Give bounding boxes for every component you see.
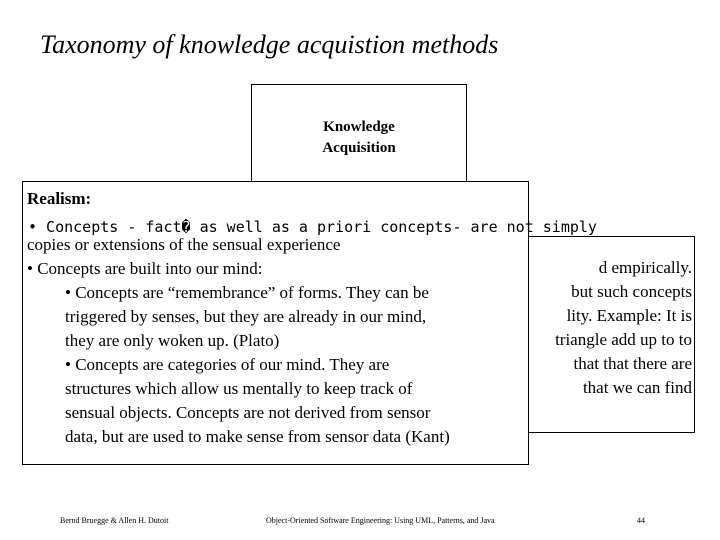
realism-heading: Realism:: [27, 189, 92, 208]
realism-indented-line: data, but are used to make sense from sensor data (Kant): [65, 427, 450, 446]
overlapping-mono-line: • Concepts - fact� as well as a priori concepts- are not simply: [28, 218, 597, 236]
slide-title: Taxonomy of knowledge acquistion methods: [40, 30, 499, 59]
realism-indented-line: structures which allow us mentally to keep track of: [65, 379, 413, 398]
footer-authors: Bernd Bruegge & Allen H. Dutoit: [60, 516, 169, 525]
background-fragment: triangle add up to to: [555, 330, 692, 349]
realism-line: copies or extensions of the sensual experience: [27, 235, 341, 254]
background-fragment: d empirically.: [598, 258, 692, 277]
realism-indented-line: • Concepts are categories of our mind. They are: [65, 355, 390, 374]
realism-indented-line: sensual objects. Concepts are not derived from sensor: [65, 403, 431, 422]
acquisition-label: Acquisition: [322, 140, 396, 156]
knowledge-label: Knowledge: [323, 119, 395, 135]
footer-book-title: Object-Oriented Software Engineering: Using UML, Patterns, and Java: [266, 516, 495, 525]
realism-line: • Concepts are built into our mind:: [27, 259, 263, 278]
background-fragment: lity. Example: It is: [566, 306, 692, 325]
realism-indented-line: triggered by senses, but they are already in our mind,: [65, 307, 427, 326]
background-fragment: that we can find: [582, 378, 692, 397]
realism-indented-line: they are only woken up. (Plato): [65, 331, 280, 350]
realism-indented-line: • Concepts are “remembrance” of forms. They can be: [65, 283, 429, 302]
background-fragment: that that there are: [573, 354, 692, 373]
footer-page-number: 44: [637, 516, 645, 525]
background-fragment: but such concepts: [571, 282, 692, 301]
